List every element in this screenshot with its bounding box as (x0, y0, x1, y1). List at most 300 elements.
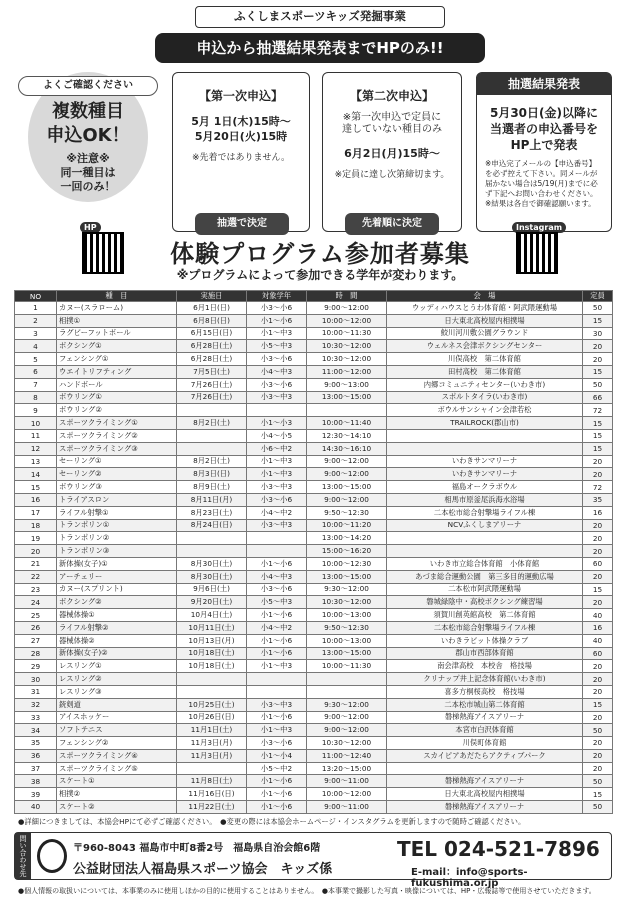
table-cell: スポルトタイラ(いわき市) (387, 391, 583, 404)
table-cell: 13 (15, 455, 57, 468)
table-cell: 17 (15, 506, 57, 519)
table-cell: 60 (583, 647, 613, 660)
table-cell: 32 (15, 698, 57, 711)
table-cell: 13:00～15:00 (307, 647, 387, 660)
table-cell: 13:00～15:00 (307, 481, 387, 494)
table-cell: 20 (583, 762, 613, 775)
table-cell: 相撲① (57, 314, 177, 327)
table-cell: 50 (583, 724, 613, 737)
table-cell: 23 (15, 583, 57, 596)
table-cell: 10月11日(土) (177, 621, 247, 634)
table-cell: 37 (15, 762, 57, 775)
table-cell: 器械体操① (57, 609, 177, 622)
table-cell: レスリング③ (57, 685, 177, 698)
table-row (15, 660, 613, 673)
table-cell: アイスホッケー (57, 711, 177, 724)
table-cell (177, 545, 247, 558)
table-cell: 喜多方桐桜高校 格技場 (387, 685, 583, 698)
table-cell: 11月3日(月) (177, 737, 247, 750)
table-cell: ボウリング③ (57, 481, 177, 494)
table-cell (177, 404, 247, 417)
table-cell: 22 (15, 570, 57, 583)
table-cell: 7月26日(土) (177, 391, 247, 404)
table-cell: スポーツクライミング④ (57, 749, 177, 762)
table-row (15, 545, 613, 558)
table-cell: 10:30～12:00 (307, 596, 387, 609)
table-row (15, 673, 613, 686)
table-cell: 10:00～11:30 (307, 660, 387, 673)
table-cell: 12 (15, 442, 57, 455)
table-row (15, 327, 613, 340)
header-title: 申込から抽選結果発表までHPのみ!! (155, 33, 485, 63)
table-cell: スケート② (57, 801, 177, 814)
table-cell (247, 532, 307, 545)
table-cell (387, 762, 583, 775)
table-cell: クリナップ井上記念体育館(いわき市) (387, 673, 583, 686)
table-row (15, 519, 613, 532)
column-header: 定員 (583, 291, 613, 302)
table-cell: 30 (583, 327, 613, 340)
table-cell: 6月28日(土) (177, 340, 247, 353)
table-cell: フェンシング① (57, 353, 177, 366)
table-cell: 6月28日(土) (177, 353, 247, 366)
card-title: 【第二次申込】 (349, 89, 434, 103)
table-cell: 小1～中3 (247, 724, 307, 737)
table-row (15, 378, 613, 391)
table-row (15, 481, 613, 494)
table-row (15, 775, 613, 788)
table-cell: いわき市立総合体育館 小体育館 (387, 557, 583, 570)
table-cell: トライアスロン (57, 493, 177, 506)
table-cell: レスリング① (57, 660, 177, 673)
table-cell: ラグビーフットボール (57, 327, 177, 340)
table-cell: レスリング② (57, 673, 177, 686)
table-cell: 小1～小6 (247, 647, 307, 660)
table-row (15, 801, 613, 814)
table-cell: 7月5日(土) (177, 365, 247, 378)
table-cell (177, 685, 247, 698)
instagram-label: Instagram (512, 222, 566, 233)
table-cell: 24 (15, 596, 57, 609)
page-title: 体験プログラム参加者募集 (170, 240, 470, 268)
table-row (15, 302, 613, 315)
table-cell: 鮫川河川敷公園グラウンド (387, 327, 583, 340)
table-cell: 小1～小3 (247, 417, 307, 430)
table-cell: 磐城緑陰中・高校ボクシング練習場 (387, 596, 583, 609)
table-cell: 15 (583, 698, 613, 711)
table-row (15, 506, 613, 519)
table-cell: 29 (15, 660, 57, 673)
table-cell: 20 (583, 353, 613, 366)
contact-email[interactable]: E-mail：info@sports-fukushima.or.jp (411, 867, 528, 889)
card-condition: ※第一次申込で定員に 達していない種目のみ (342, 112, 442, 135)
table-cell: 8月11日(月) (177, 493, 247, 506)
table-cell: 16 (15, 493, 57, 506)
table-cell: 10月18日(土) (177, 647, 247, 660)
table-cell: 15 (583, 429, 613, 442)
table-cell: 小4～小5 (247, 429, 307, 442)
table-cell: 9月6日(土) (177, 583, 247, 596)
table-cell: 50 (583, 302, 613, 315)
table-cell: ボウリング② (57, 404, 177, 417)
table-cell: セーリング② (57, 468, 177, 481)
table-cell: 40 (15, 801, 57, 814)
table-cell (307, 685, 387, 698)
column-header: 対象学年 (247, 291, 307, 302)
table-cell: 川俣高校 第二体育館 (387, 353, 583, 366)
table-cell: 小5～中2 (247, 762, 307, 775)
table-cell: スポーツクライミング① (57, 417, 177, 430)
table-cell (307, 404, 387, 417)
table-cell: 二本松市城山第二体育館 (387, 698, 583, 711)
table-cell: 小3～小6 (247, 737, 307, 750)
first-application-card (172, 72, 310, 232)
table-cell: 11月22日(土) (177, 801, 247, 814)
table-cell: 4 (15, 340, 57, 353)
table-cell (177, 429, 247, 442)
table-cell: 15 (583, 583, 613, 596)
table-cell: 20 (583, 570, 613, 583)
table-cell: 小4～中3 (247, 365, 307, 378)
table-cell: 小1～小4 (247, 749, 307, 762)
contact-organization: 公益財団法人福島県スポーツ協会 キッズ係 (73, 862, 333, 877)
table-cell: 2 (15, 314, 57, 327)
table-row (15, 493, 613, 506)
table-cell: 小1～小6 (247, 711, 307, 724)
card-title: 抽選結果発表 (477, 73, 611, 95)
table-row (15, 724, 613, 737)
table-cell (247, 404, 307, 417)
table-cell: 10:00～12:30 (307, 557, 387, 570)
header-banner (155, 6, 485, 64)
table-cell: 8月9日(土) (177, 481, 247, 494)
table-cell: 20 (583, 596, 613, 609)
table-cell: 11:00～12:00 (307, 365, 387, 378)
table-cell: 60 (583, 557, 613, 570)
table-cell: 小1～小6 (247, 775, 307, 788)
table-cell: 10:00～11:30 (307, 327, 387, 340)
table-cell: 10月4日(土) (177, 609, 247, 622)
table-row (15, 647, 613, 660)
table-cell: 小1～小6 (247, 801, 307, 814)
table-cell: 11月1日(土) (177, 724, 247, 737)
table-cell: 小1～小6 (247, 314, 307, 327)
table-cell: 39 (15, 788, 57, 801)
table-cell (247, 673, 307, 686)
table-cell: 8月30日(土) (177, 557, 247, 570)
table-cell: 27 (15, 634, 57, 647)
page-subtitle: ※プログラムによって参加できる学年が変わります。 (176, 268, 464, 282)
table-cell: フェンシング② (57, 737, 177, 750)
table-cell: 72 (583, 481, 613, 494)
table-cell: 8 (15, 391, 57, 404)
table-cell: 15:00～16:20 (307, 545, 387, 558)
table-cell: 20 (583, 545, 613, 558)
table-row (15, 685, 613, 698)
table-cell: カヌー(スラローム) (57, 302, 177, 315)
table-cell: 15 (583, 788, 613, 801)
table-cell: 8月2日(土) (177, 455, 247, 468)
contact-phone[interactable]: TEL 024-521-7896 (397, 837, 600, 861)
table-cell: ウエイトリフティング (57, 365, 177, 378)
table-cell: 10:00～12:00 (307, 788, 387, 801)
table-cell (387, 429, 583, 442)
table-cell: 6 (15, 365, 57, 378)
table-cell: TRAILROCK(郡山市) (387, 417, 583, 430)
table-cell: 8月23日(土) (177, 506, 247, 519)
table-row (15, 365, 613, 378)
table-row (15, 609, 613, 622)
table-cell: 13:20～15:00 (307, 762, 387, 775)
table-cell: 11 (15, 429, 57, 442)
table-row (15, 634, 613, 647)
table-cell: 20 (583, 455, 613, 468)
table-cell: 7月26日(土) (177, 378, 247, 391)
table-cell: 須賀川創英館高校 第二体育館 (387, 609, 583, 622)
column-header: 種 目 (57, 291, 177, 302)
table-cell: 小3～小6 (247, 302, 307, 315)
table-cell: 6月8日(日) (177, 314, 247, 327)
table-cell: 18 (15, 519, 57, 532)
table-cell: 20 (583, 685, 613, 698)
table-cell: 9 (15, 404, 57, 417)
table-cell (387, 442, 583, 455)
table-cell: スポーツクライミング③ (57, 442, 177, 455)
table-cell: 13:00～15:00 (307, 570, 387, 583)
table-cell: ボクシング② (57, 596, 177, 609)
table-cell (247, 685, 307, 698)
card-note: ※先着ではありません。 (191, 153, 291, 163)
table-cell: いわきサンマリーナ (387, 455, 583, 468)
table-cell: 20 (583, 737, 613, 750)
table-row (15, 749, 613, 762)
table-cell: 小1～小6 (247, 557, 307, 570)
table-body (15, 302, 613, 814)
table-cell: 内郷コミュニティセンター(いわき市) (387, 378, 583, 391)
note-line: ●詳細につきましては、本協会HPにて必ずご確認ください。 ●変更の際には本協会ホームページ・インスタグラムを更新しますので随時ご確認ください。 (18, 817, 526, 826)
table-cell: 40 (583, 634, 613, 647)
table-cell: 磐梯熱海アイスアリーナ (387, 801, 583, 814)
program-table (14, 290, 613, 814)
table-cell: 10 (15, 417, 57, 430)
table-cell: 50 (583, 775, 613, 788)
notice-pill: よくご確認ください (18, 76, 158, 96)
table-cell: 8月30日(土) (177, 570, 247, 583)
table-cell: 10月26日(日) (177, 711, 247, 724)
table-cell: 10月18日(土) (177, 660, 247, 673)
table-row (15, 468, 613, 481)
column-header: 実施日 (177, 291, 247, 302)
table-cell: 小4～中2 (247, 621, 307, 634)
table-row (15, 314, 613, 327)
notice-main: 複数種目 申込OK！ (46, 101, 130, 146)
table-cell: 小3～中3 (247, 698, 307, 711)
table-cell: ハンドボール (57, 378, 177, 391)
table-cell: スケート① (57, 775, 177, 788)
table-row (15, 455, 613, 468)
table-cell (307, 673, 387, 686)
table-cell: 小1～小6 (247, 634, 307, 647)
table-cell: 50 (583, 378, 613, 391)
notice-bubble (28, 72, 148, 202)
table-row (15, 353, 613, 366)
table-cell: あづま総合運動公園 第三多目的運動広場 (387, 570, 583, 583)
table-row (15, 417, 613, 430)
table-cell: 33 (15, 711, 57, 724)
table-row (15, 596, 613, 609)
table-cell: 9:50～12:30 (307, 506, 387, 519)
table-row (15, 570, 613, 583)
table-cell: 小3～中3 (247, 481, 307, 494)
table-row (15, 391, 613, 404)
table-cell (177, 673, 247, 686)
table-cell: 日大東北高校屋内相撲場 (387, 788, 583, 801)
contact-footer (14, 832, 612, 889)
table-cell: 34 (15, 724, 57, 737)
table-cell: 福島オークラボウル (387, 481, 583, 494)
table-cell: 10:00～13:00 (307, 634, 387, 647)
table-cell: 16 (583, 506, 613, 519)
table-cell: 小5～中3 (247, 596, 307, 609)
table-cell: 9:30～12:00 (307, 583, 387, 596)
table-cell: ライフル射撃① (57, 506, 177, 519)
table-cell: 9:00～12:00 (307, 302, 387, 315)
table-cell: 9:00～11:00 (307, 775, 387, 788)
table-row (15, 762, 613, 775)
table-cell: 30 (15, 673, 57, 686)
table-cell: 田村高校 第二体育館 (387, 365, 583, 378)
table-cell: いわきサンマリーナ (387, 468, 583, 481)
table-cell: 10:00～12:00 (307, 314, 387, 327)
table-cell: ボウリング① (57, 391, 177, 404)
table-cell: 小6～中2 (247, 442, 307, 455)
table-cell: トランポリン③ (57, 545, 177, 558)
table-cell: 小1～中3 (247, 455, 307, 468)
contact-address: 〒960-8043 福島市中町8番2号 福島県自治会館6階 (73, 843, 321, 854)
table-cell: 小1～小6 (247, 788, 307, 801)
table-cell: トランポリン① (57, 519, 177, 532)
table-cell: スポーツクライミング② (57, 429, 177, 442)
card-note: ※定員に達し次第締切ます。 (334, 170, 450, 180)
table-cell: スカイピアあだたらアクティブパーク (387, 749, 583, 762)
table-cell: 15 (583, 314, 613, 327)
table-cell: 器械体操② (57, 634, 177, 647)
table-cell (387, 532, 583, 545)
table-cell: 66 (583, 391, 613, 404)
table-cell: 19 (15, 532, 57, 545)
table-cell: ライフル射撃② (57, 621, 177, 634)
table-cell (247, 545, 307, 558)
column-header: 会 場 (387, 291, 583, 302)
table-cell: NCVふくしまアリーナ (387, 519, 583, 532)
table-cell: 21 (15, 557, 57, 570)
table-cell: 20 (583, 711, 613, 724)
table-cell: 9:50～12:30 (307, 621, 387, 634)
table-cell: 38 (15, 775, 57, 788)
table-cell: 28 (15, 647, 57, 660)
table-cell: 小4～中3 (247, 570, 307, 583)
table-cell: 15 (15, 481, 57, 494)
column-header: NO (15, 291, 57, 302)
table-cell: ウェルネス会津ボクシングセンター (387, 340, 583, 353)
table-cell: 9:00～12:00 (307, 724, 387, 737)
table-cell: 相撲② (57, 788, 177, 801)
table-cell: 小4～中2 (247, 506, 307, 519)
table-cell: 9月20日(土) (177, 596, 247, 609)
instagram-qr-code[interactable] (516, 232, 558, 274)
table-cell: 10:30～12:00 (307, 737, 387, 750)
table-cell: 9:00～12:00 (307, 711, 387, 724)
table-cell: 二本松市総合射撃場ライフル棟 (387, 621, 583, 634)
table-row (15, 532, 613, 545)
table-cell: 15 (583, 417, 613, 430)
table-cell (177, 532, 247, 545)
table-cell: 3 (15, 327, 57, 340)
table-cell: 10:30～12:00 (307, 353, 387, 366)
column-header: 時 間 (307, 291, 387, 302)
table-cell: 相馬市原釜尾浜海水浴場 (387, 493, 583, 506)
table-cell: 20 (583, 340, 613, 353)
table-cell: 16 (583, 621, 613, 634)
table-cell: 11月16日(日) (177, 788, 247, 801)
card-body: 5月30日(金)以降に 当選者の申込番号を HP上で発表 (489, 106, 599, 152)
table-cell: 小3～小6 (247, 353, 307, 366)
table-cell: 二本松市総合射撃場ライフル棟 (387, 506, 583, 519)
card-body: 5月 1日(木)15時～ 5月20日(火)15時 (191, 115, 291, 143)
table-cell: アーチェリー (57, 570, 177, 583)
table-cell: 小3～小6 (247, 378, 307, 391)
table-cell: セーリング① (57, 455, 177, 468)
table-cell (387, 545, 583, 558)
table-cell: 9:00～12:00 (307, 493, 387, 506)
table-cell: 13:00～15:00 (307, 391, 387, 404)
table-header (15, 291, 613, 302)
table-cell: 二本松市阿武隈運動場 (387, 583, 583, 596)
table-cell: ボクシング① (57, 340, 177, 353)
table-row (15, 404, 613, 417)
table-cell: 20 (583, 673, 613, 686)
table-cell: 10月25日(土) (177, 698, 247, 711)
table-cell: 6月15日(日) (177, 327, 247, 340)
table-row (15, 429, 613, 442)
table-cell: 8月24日(日) (177, 519, 247, 532)
table-cell: 1 (15, 302, 57, 315)
table-cell: 72 (583, 404, 613, 417)
table-cell: カヌー(スプリント) (57, 583, 177, 596)
table-cell: 36 (15, 749, 57, 762)
table-cell: 9:30～12:00 (307, 698, 387, 711)
table-cell: 14:30～16:10 (307, 442, 387, 455)
table-cell: 9:00～12:00 (307, 455, 387, 468)
table-cell: 小3～小6 (247, 493, 307, 506)
table-cell: 20 (583, 468, 613, 481)
hp-qr-code[interactable] (82, 232, 124, 274)
table-cell: 小1～中3 (247, 468, 307, 481)
card-body: 6月2日(月)15時～ (344, 147, 440, 160)
table-cell: 14 (15, 468, 57, 481)
table-cell: 8月2日(土) (177, 417, 247, 430)
table-row (15, 557, 613, 570)
table-cell: 南会津高校 本校舎 格技場 (387, 660, 583, 673)
table-cell: 新体操(女子)① (57, 557, 177, 570)
table-cell: スポーツクライミング⑤ (57, 762, 177, 775)
table-cell: 11月8日(土) (177, 775, 247, 788)
table-cell: 10:00～11:20 (307, 519, 387, 532)
table-cell: 小3～小6 (247, 583, 307, 596)
table-row (15, 737, 613, 750)
table-cell: 日大東北高校屋内相撲場 (387, 314, 583, 327)
table-cell: 磐梯熱海アイスアリーナ (387, 775, 583, 788)
